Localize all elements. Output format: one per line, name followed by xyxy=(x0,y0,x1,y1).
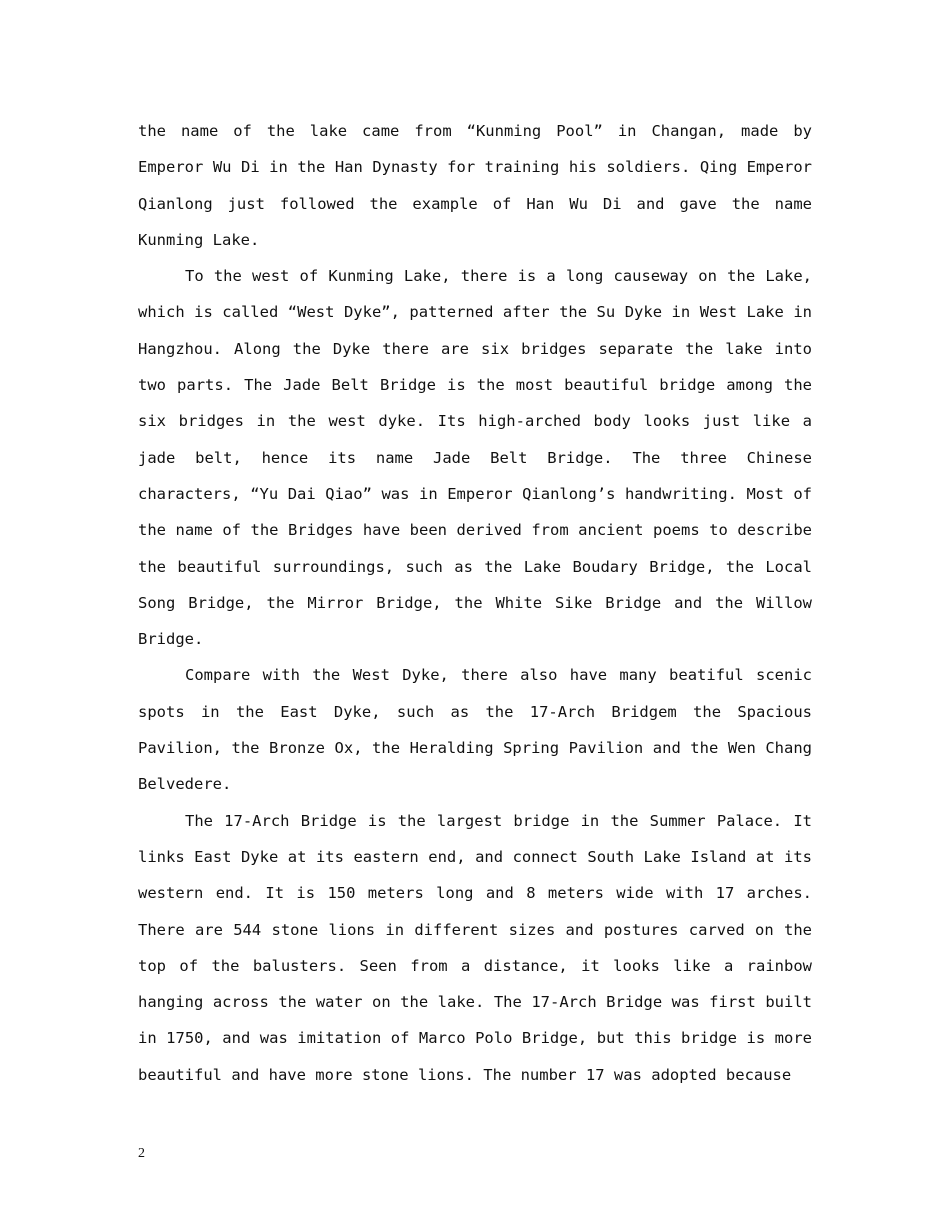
paragraph-east-dyke: Compare with the West Dyke, there also have many beatiful scenic spots in the East Dyke, such as the 17-Arch Bridgem the Spacious Pavilion, the Bronze Ox, the Heralding Spring Pavilion and the Wen Chang Belvedere. xyxy=(138,666,812,794)
paragraph-17-arch-bridge: The 17-Arch Bridge is the largest bridge in the Summer Palace. It links East Dyke at its eastern end, and connect South Lake Island at its western end. It is 150 meters long and 8 meters wide with 17 arches. There are 544 stone lions in different sizes and postures carved on the top of the balusters. Seen from a distance, it looks like a rainbow hanging across the water on the lake. The 17-Arch Bridge was first built in 1750, and was imitation of Marco Polo Bridge, but this bridge is more beautiful and have more stone lions. The number 17 was adopted because xyxy=(138,811,812,1084)
paragraph-west-dyke: To the west of Kunming Lake, there is a long causeway on the Lake, which is called “West Dyke”, patterned after the Su Dyke in West Lake in Hangzhou. Along the Dyke there are six bridges separate the lake into two parts. The Jade Belt Bridge is the most beautiful bridge among the six bridges in the west dyke. Its high-arched body looks just like a jade belt, hence its name Jade Belt Bridge. The three Chinese characters, “Yu Dai Qiao” was in Emperor Qianlong’s handwriting. Most of the name of the Bridges have been derived from ancient poems to describe the beautiful surroundings, such as the Lake Boudary Bridge, the Local Song Bridge, the Mirror Bridge, the White Sike Bridge and the Willow Bridge. xyxy=(138,267,812,649)
body-text xyxy=(138,113,812,1093)
page-number: 2 xyxy=(138,1146,145,1161)
paragraph-kunming-name-origin: the name of the lake came from “Kunming Pool” in Changan, made by Emperor Wu Di in the Han Dynasty for training his soldiers. Qing Emperor Qianlong just followed the example of Han Wu Di and gave the name Kunming Lake. xyxy=(138,122,812,249)
